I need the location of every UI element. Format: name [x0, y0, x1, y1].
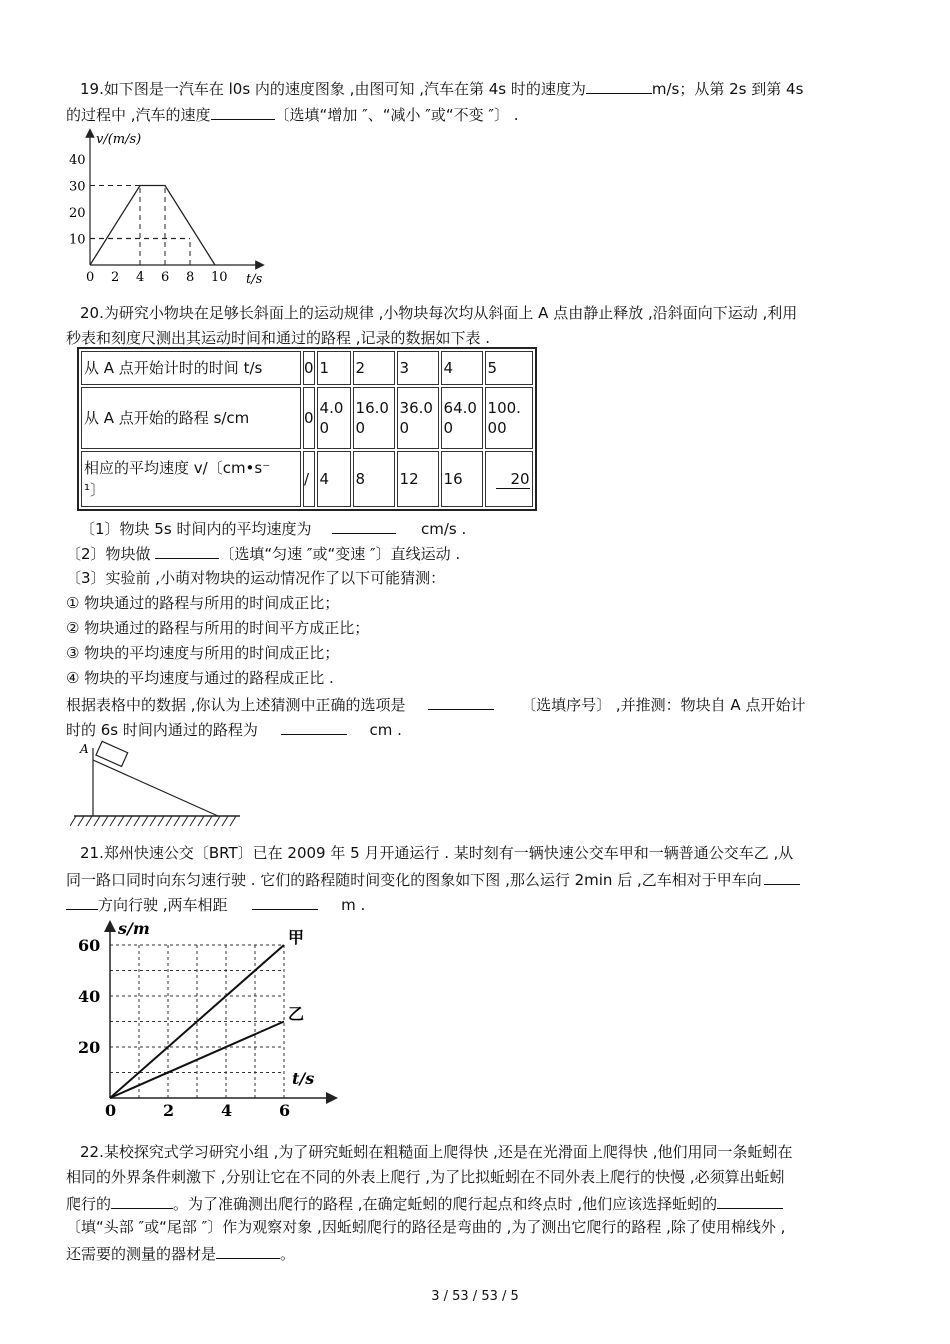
- q19-line1: 19.如下图是一汽车在 l0s 内的速度图象 ,由图可知 ,汽车在第 4s 时的速度为 m/s；从第 2s 到第 4s: [80, 77, 803, 99]
- answer-blank[interactable]: [155, 542, 219, 559]
- x-tick-label: 4: [221, 1101, 233, 1120]
- series-line: [90, 186, 215, 266]
- hatch-line: [206, 816, 212, 826]
- x-tick-label: 2: [111, 270, 120, 285]
- x-tick-label: 8: [186, 270, 195, 285]
- y-tick-label: 10: [69, 232, 86, 248]
- answer-blank[interactable]: [428, 693, 494, 710]
- table-cell: 相应的平均速度 v/〔cm•s⁻ ¹〕: [81, 451, 301, 507]
- hatch-line: [214, 816, 220, 826]
- incline-surface: [93, 760, 218, 816]
- hatch-line: [222, 816, 228, 826]
- data-table: [77, 347, 537, 511]
- hatch-line: [70, 816, 76, 826]
- answer-blank[interactable]: [717, 1192, 783, 1209]
- q20-part1: 〔1〕物块 5s 时间内的平均速度为 cm/s .: [80, 517, 466, 539]
- table-cell: 100. 00: [485, 387, 533, 449]
- table-cell: 16: [441, 451, 483, 507]
- table-cell: 0: [303, 387, 315, 449]
- q22-line4: 〔填“头部 ″或“尾部 ″〕作为观察对象 ,因蚯蚓爬行的路径是弯曲的 ,为了测出它爬行的路程 ,除了使用棉线外 ,: [66, 1218, 786, 1236]
- x-tick-label: 6: [279, 1101, 291, 1120]
- table-cell: 16.0 0: [353, 387, 395, 449]
- table-cell: 64.0 0: [441, 387, 483, 449]
- x-tick-label: 0: [105, 1101, 117, 1120]
- y-axis-label: v/(m/s): [96, 132, 142, 147]
- q22-line5: 还需要的测量的器材是 。: [66, 1242, 295, 1264]
- series-label: 乙: [288, 1004, 305, 1024]
- q22-line2: 相同的外界条件刺激下 ,分别让它在不同的外表上爬行 ,为了比拟蚯蚓在不同外表上爬行的快慢 ,必须算出蚯蚓: [66, 1168, 785, 1186]
- hatch-line: [78, 816, 84, 826]
- hatch-line: [150, 816, 156, 826]
- hatch-line: [182, 816, 188, 826]
- x-tick-label: 6: [161, 270, 170, 285]
- answer-blank[interactable]: [111, 1192, 173, 1209]
- answer-blank[interactable]: [211, 103, 275, 120]
- table-cell: 8: [353, 451, 395, 507]
- point-a-label: A: [80, 742, 89, 756]
- q20-conclusion-2: 时的 6s 时间内通过的路程为 cm .: [66, 718, 402, 740]
- guess-4: ④ 物块的平均速度与通过的路程成正比 .: [66, 669, 334, 687]
- series-label: 甲: [288, 928, 305, 947]
- hatch-line: [118, 816, 124, 826]
- page-number: 3 / 53 / 53 / 5: [431, 1289, 519, 1304]
- y-tick-label: 40: [69, 153, 86, 168]
- hatch-line: [230, 816, 236, 826]
- q20-part3: 〔3〕实验前 ,小萌对物块的运动情况作了以下可能猜测：: [66, 569, 446, 587]
- table-cell: 从 A 点开始的路程 s/cm: [81, 387, 301, 449]
- hatch-line: [126, 816, 132, 826]
- q21-line1: 21.郑州快速公交〔BRT〕已在 2009 年 5 月开通运行 . 某时刻有一辆快速公交车甲和一辆普通公交车乙 ,从: [80, 844, 794, 862]
- guess-2: ② 物块通过的路程与所用的时间平方成正比；: [66, 619, 370, 637]
- hatch-line: [174, 816, 180, 826]
- table-cell: 2: [353, 351, 395, 385]
- guess-3: ③ 物块的平均速度与所用的时间成正比；: [66, 644, 340, 662]
- hatch-line: [190, 816, 196, 826]
- x-tick-label: 10: [211, 270, 228, 285]
- q20-intro-1: 20.为研究小物块在足够长斜面上的运动规律 ,小物块每次均从斜面上 A 点由静止释放 ,沿斜面向下运动 ,利用: [80, 304, 798, 322]
- velocity-time-chart: [60, 125, 270, 287]
- x-tick-label: 2: [163, 1101, 175, 1120]
- incline-diagram: [70, 740, 245, 830]
- x-axis-label: t/s: [246, 272, 263, 287]
- y-tick-label: 20: [69, 206, 86, 221]
- hatch-line: [110, 816, 116, 826]
- q22-line1: 22.某校探究式学习研究小组 ,为了研究蚯蚓在粗糙面上爬得快 ,还是在光滑面上爬得快 ,他们用同一条蚯蚓在: [80, 1143, 793, 1161]
- table-cell: 4.0 0: [317, 387, 351, 449]
- table-cell: 0: [303, 351, 315, 385]
- series-line: [110, 1022, 284, 1099]
- answer-blank[interactable]: [586, 77, 652, 94]
- table-cell: 12: [397, 451, 439, 507]
- answer-blank[interactable]: [281, 718, 347, 735]
- q19-line2: 的过程中 ,汽车的速度 〔选填“增加 ″、“减小 ″或“不变 ″〕 .: [66, 103, 519, 125]
- table-cell: 36.0 0: [397, 387, 439, 449]
- guess-1: ① 物块通过的路程与所用的时间成正比；: [66, 594, 340, 612]
- y-tick-label: 40: [78, 987, 101, 1006]
- answer-blank[interactable]: [332, 517, 396, 534]
- table-row: [81, 351, 533, 385]
- y-tick-label: 20: [78, 1038, 101, 1057]
- x-tick-label: 0: [86, 270, 95, 285]
- x-tick-label: 4: [136, 270, 145, 285]
- hatch-line: [166, 816, 172, 826]
- hatch-line: [134, 816, 140, 826]
- x-axis-label: t/s: [292, 1069, 315, 1088]
- table-row: [81, 387, 533, 449]
- hatch-line: [158, 816, 164, 826]
- hatch-line: [142, 816, 148, 826]
- distance-time-chart: [70, 920, 340, 1120]
- y-tick-label: 60: [78, 936, 101, 955]
- table-cell: 从 A 点开始计时的时间 t/s: [81, 351, 301, 385]
- hatch-line: [86, 816, 92, 826]
- q21-line2: 同一路口同时向东匀速行驶 . 它们的路程随时间变化的图象如下图 ,那么运行 2min 后 ,乙车相对于甲车向: [66, 868, 800, 890]
- table-cell: 4: [317, 451, 351, 507]
- q20-part2: 〔2〕物块做 〔选填“匀速 ″或“变速 ″〕直线运动 .: [66, 542, 460, 564]
- q20-conclusion-1: 根据表格中的数据 ,你认为上述猜测中正确的选项是 〔选填序号〕 ,并推测：物块自 A 点开始计: [66, 693, 805, 715]
- table-row: [81, 451, 533, 507]
- answer-blank-cont[interactable]: [66, 893, 98, 910]
- ground-hatching: [70, 816, 236, 826]
- table-cell: 3: [397, 351, 439, 385]
- table-cell: 20: [485, 451, 533, 507]
- answer-blank[interactable]: [216, 1242, 280, 1259]
- table-cell: 4: [441, 351, 483, 385]
- hatch-line: [94, 816, 100, 826]
- y-tick-label: 30: [69, 179, 86, 195]
- table-cell: 5: [485, 351, 533, 385]
- answer-blank[interactable]: [764, 868, 800, 885]
- table-cell: /: [303, 451, 315, 507]
- q20-intro-2: 秒表和刻度尺测出其运动时间和通过的路程 ,记录的数据如下表 .: [66, 329, 491, 347]
- q22-line3: 爬行的 。为了准确测出爬行的路程 ,在确定蚯蚓的爬行起点和终点时 ,他们应该选择蚯蚓的: [66, 1192, 783, 1214]
- answer-blank[interactable]: [252, 893, 318, 910]
- hatch-line: [102, 816, 108, 826]
- q21-line3: 方向行驶 ,两车相距 m .: [66, 893, 365, 915]
- block: [96, 741, 128, 766]
- hatch-line: [198, 816, 204, 826]
- y-axis-label: s/m: [118, 920, 150, 938]
- table-cell: 1: [317, 351, 351, 385]
